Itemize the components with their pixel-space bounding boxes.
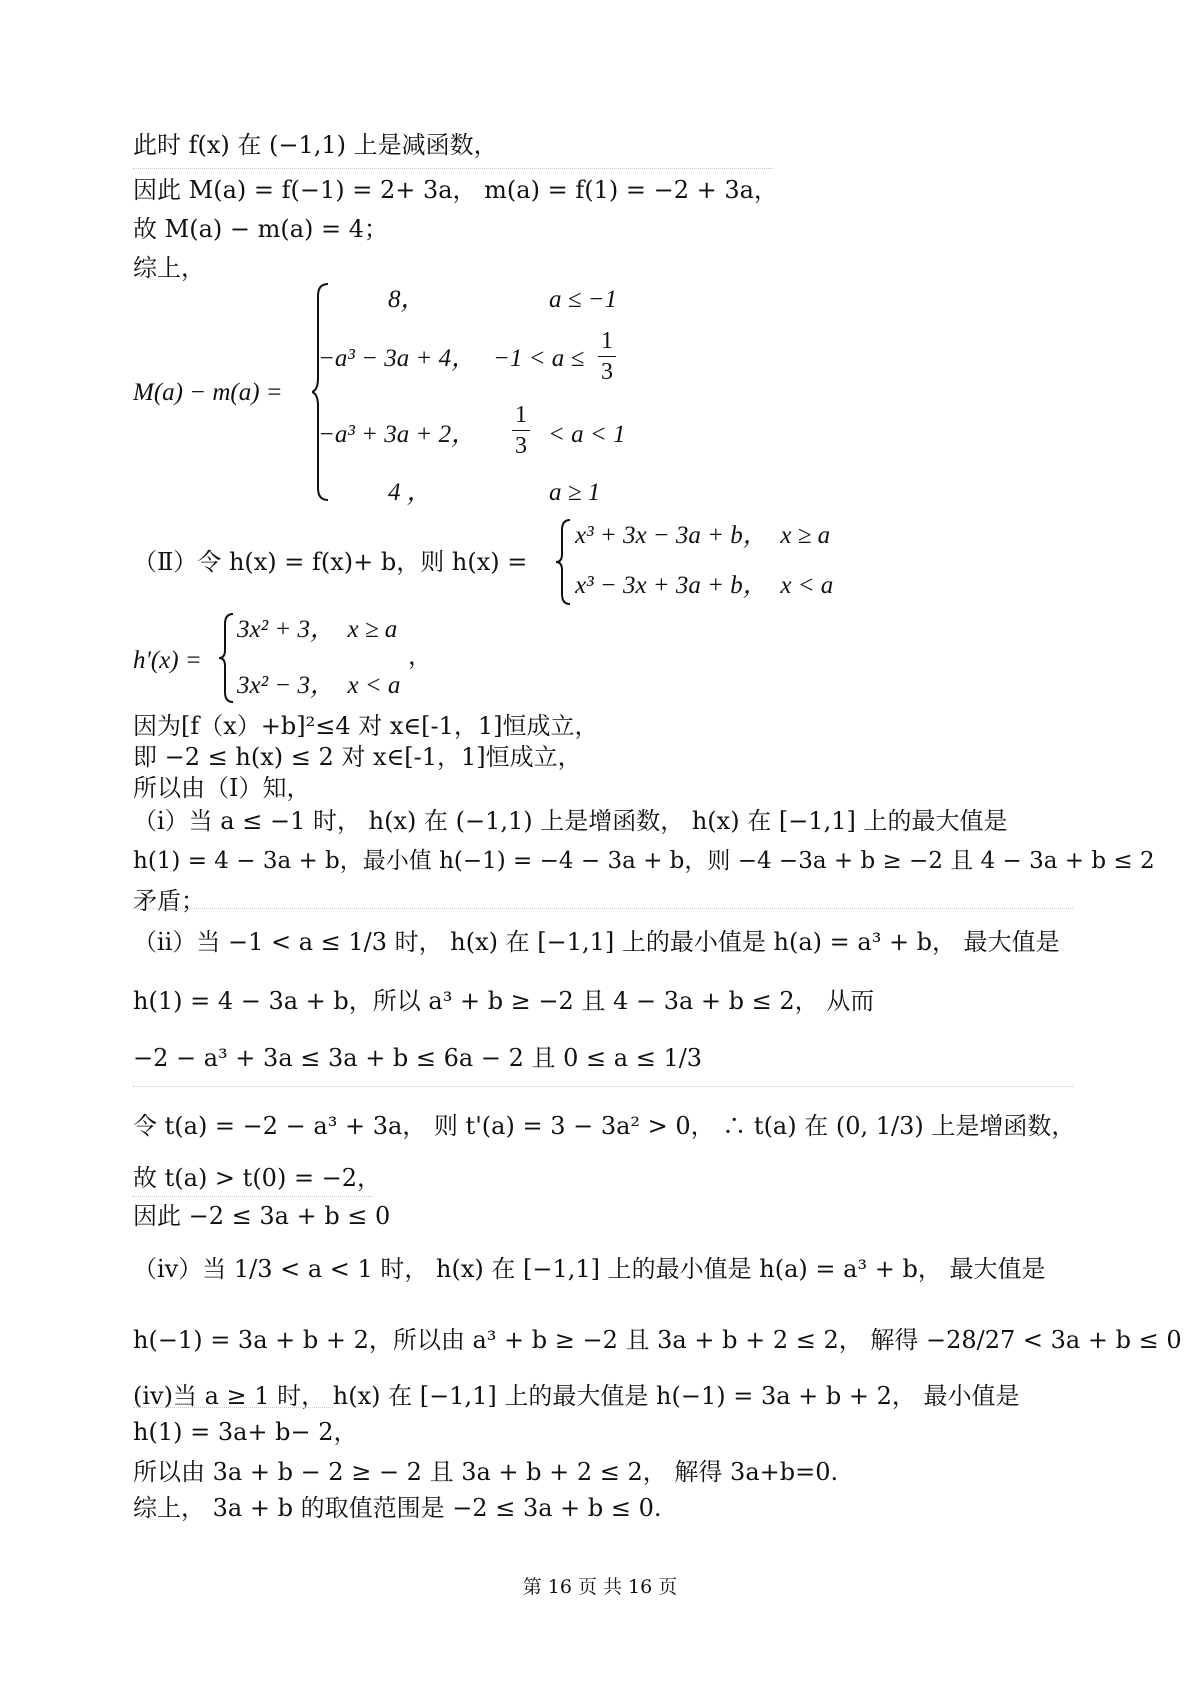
text-line-2: [133, 174, 778, 206]
line-2-text: 因此 M(a) = f(−1) = 2+ 3a， m(a) = f(1) = −2 + 3a，: [133, 176, 778, 204]
text-line-14: −2 − a³ + 3a ≤ 3a + b ≤ 6a − 2 且 0 ≤ a ≤ 1/3: [133, 1044, 703, 1072]
text-line-5: [133, 546, 527, 578]
text-line-15: 令 t(a) = −2 − a³ + 3a， 则 t'(a) = 3 − 3a² > 0， ∴ t(a) 在 (0, 1/3) 上是增函数，: [133, 1112, 1076, 1140]
dotted-rule: [133, 1196, 373, 1197]
line-1-text: 此时 f(x) 在 (−1,1) 上是减函数，: [133, 131, 498, 159]
line-5-text: （Ⅱ）令 h(x) = f(x)+ b，则 h(x) =: [133, 548, 528, 576]
text-line-21: h(1) = 3a+ b− 2，: [133, 1418, 358, 1446]
text-line-20: (ⅳ)当 a ≥ 1 时， h(x) 在 [−1,1] 上的最大值是 h(−1) = 3a + b + 2， 最小值是: [133, 1382, 1020, 1410]
text-line-23: 综上， 3a + b 的取值范围是 −2 ≤ 3a + b ≤ 0.: [133, 1494, 662, 1522]
piecewise-row-4-expr: 4 ，: [388, 479, 432, 506]
text-line-3: [133, 213, 388, 245]
text-line-13: h(1) = 4 − 3a + b，所以 a³ + b ≥ −2 且 4 − 3a + b ≤ 2， 从而: [133, 987, 875, 1015]
piecewise-row-1-cond: a ≤ −1: [549, 286, 618, 313]
fraction-one-third: $\frac{1}{3}$: [598, 326, 616, 387]
dotted-rule: [133, 168, 773, 169]
text-line-22: 所以由 3a + b − 2 ≥ − 2 且 3a + b + 2 ≤ 2， 解得 3a+b=0.: [133, 1458, 839, 1486]
dotted-rule: [133, 1086, 1073, 1087]
dotted-rule: [133, 1407, 333, 1408]
piecewise-row-3-cond: < a < 1: [548, 421, 626, 448]
line-4-text: 综上，: [133, 254, 205, 282]
piecewise-row-1-expr: 8，: [388, 286, 426, 313]
left-brace-icon: [219, 612, 237, 704]
text-line-11: 矛盾；: [133, 887, 205, 915]
hprime-row-2: 3x² − 3， x < a: [237, 672, 401, 699]
text-line-18: （ⅳ）当 1/3 < a < 1 时， h(x) 在 [−1,1] 上的最小值是 h(a) = a³ + b， 最大值是: [133, 1255, 1046, 1283]
h-row-2: x³ − 3x + 3a + b， x < a: [575, 572, 833, 599]
piecewise-lhs: M(a) − m(a) =: [133, 379, 283, 406]
left-brace-icon: [312, 282, 332, 502]
text-line-16: 故 t(a) > t(0) = −2，: [133, 1164, 382, 1192]
text-line-1: [133, 129, 498, 161]
line-3-text: 故 M(a) − m(a) = 4；: [133, 215, 389, 243]
text-line-4: [133, 252, 205, 284]
dotted-rule: [133, 908, 1073, 909]
text-line-12: （ⅱ）当 −1 < a ≤ 1/3 时， h(x) 在 [−1,1] 上的最小值是 h(a) = a³ + b， 最大值是: [133, 928, 1060, 956]
hprime-lhs: h'(x) =: [133, 647, 202, 674]
text-line-17: 因此 −2 ≤ 3a + b ≤ 0: [133, 1202, 391, 1230]
hprime-row-1: 3x² + 3， x ≥ a: [237, 616, 398, 643]
text-line-7: 即 −2 ≤ h(x) ≤ 2 对 x∈[-1，1]恒成立，: [133, 743, 582, 771]
fraction-one-third: $\frac{1}{3}$: [512, 400, 530, 461]
text-line-19: h(−1) = 3a + b + 2，所以由 a³ + b ≥ −2 且 3a + b + 2 ≤ 2， 解得 −28/27 < 3a + b ≤ 0: [133, 1326, 1182, 1354]
page-footer: 第 16 页 共 16 页: [522, 1576, 678, 1598]
left-brace-icon: [556, 518, 574, 606]
h-row-1: x³ + 3x − 3a + b， x ≥ a: [575, 522, 831, 549]
text-line-9: （ⅰ）当 a ≤ −1 时， h(x) 在 (−1,1) 上是增函数， h(x) 在 [−1,1] 上的最大值是: [133, 807, 1008, 835]
text-line-10: h(1) = 4 − 3a + b，最小值 h(−1) = −4 − 3a + b，则 −4 −3a + b ≥ −2 且 4 − 3a + b ≤ 2: [133, 848, 1155, 874]
piecewise-row-2-expr: −a³ − 3a + 4，: [318, 345, 477, 372]
text-line-6: 因为[f（x）+b]²≤4 对 x∈[-1，1]恒成立，: [133, 712, 599, 740]
piecewise-row-2-cond: −1 < a ≤: [493, 345, 585, 372]
hprime-tail: ，: [408, 642, 432, 670]
piecewise-row-3-expr: −a³ + 3a + 2，: [318, 421, 477, 448]
text-line-8: 所以由（Ⅰ）知，: [133, 774, 311, 802]
piecewise-row-4-cond: a ≥ 1: [549, 479, 601, 506]
